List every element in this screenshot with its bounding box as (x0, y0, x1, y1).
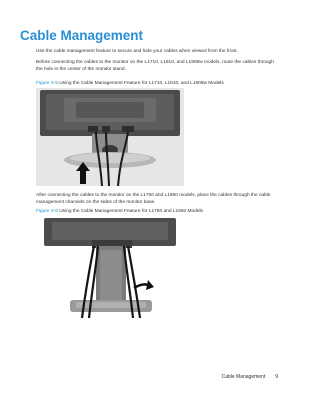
figure-3-5-photo (36, 88, 184, 186)
page-footer (222, 374, 278, 380)
routing-paragraph: Before connecting the cables to the monitor on the L1710, L1910, and L1908w models, route the cables through the hole in the center of the monitor stand. (36, 60, 274, 72)
page-title: Cable Management (20, 28, 144, 43)
page-number: 9 (275, 374, 278, 380)
figure-label: Figure 3-6 (36, 209, 58, 214)
intro-paragraph: Use the cable management feature to secure and hide your cables when viewed from the front. (36, 49, 238, 54)
figure-caption-3-5 (36, 80, 281, 87)
figure-caption-text: Using the Cable Management Feature for L1710, L1910, and L1908w Models (59, 81, 224, 86)
channel-paragraph: After connecting the cables to the monitor on the L1750 and L1950 models, place the cables through the cable management channels on the sides of the monitor base. (36, 193, 271, 205)
figure-3-6-photo (36, 216, 184, 318)
figure-caption-text: Using the Cable Management Feature for L1750 and L1950 Models (59, 209, 203, 214)
footer-section: Cable Management (221, 374, 266, 380)
figure-label: Figure 3-5 (36, 81, 58, 86)
figure-caption-3-6 (36, 208, 281, 215)
